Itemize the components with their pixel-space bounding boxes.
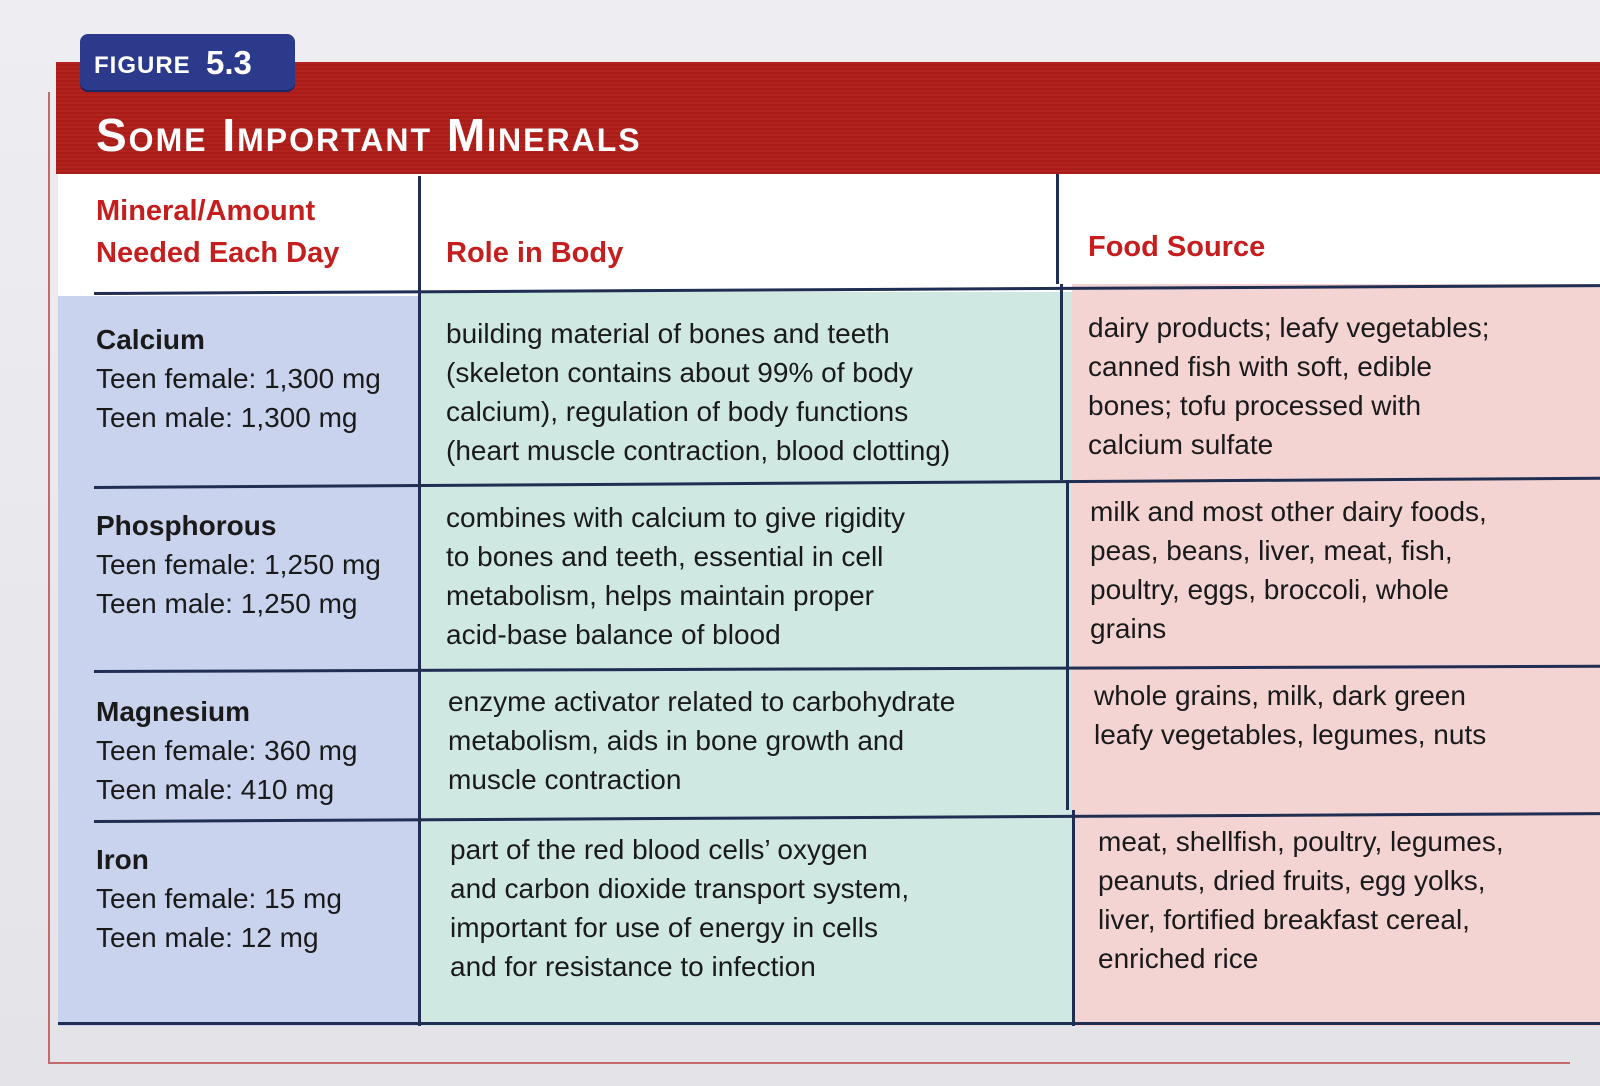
header-role: Role in Body xyxy=(446,237,624,269)
role-line: to bones and teeth, essential in cell xyxy=(446,541,884,572)
role-line: part of the red blood cells’ oxygen xyxy=(450,834,868,865)
column-divider-2c xyxy=(1066,480,1069,810)
mineral-name: Calcium xyxy=(96,324,205,355)
role-line: metabolism, helps maintain proper xyxy=(446,580,874,611)
female-amount: Teen female: 15 mg xyxy=(96,883,342,914)
male-amount: Teen male: 1,300 mg xyxy=(96,402,358,433)
food-line: peanuts, dried fruits, egg yolks, xyxy=(1098,865,1486,896)
food-line: poultry, eggs, broccoli, whole xyxy=(1090,574,1449,605)
role-line: (skeleton contains about 99% of body xyxy=(446,357,913,388)
role-line: (heart muscle contraction, blood clotting) xyxy=(446,435,951,466)
food-cell-iron xyxy=(1098,822,1504,978)
food-cell-magnesium xyxy=(1094,676,1486,754)
column-divider-2 xyxy=(1056,174,1059,284)
role-line: combines with calcium to give rigidity xyxy=(446,502,906,533)
figure-number: 5.3 xyxy=(206,44,252,81)
role-line: building material of bones and teeth xyxy=(446,318,890,349)
mineral-name: Phosphorous xyxy=(96,510,277,541)
figure-word: FIGURE xyxy=(94,52,191,79)
role-line: important for use of energy in cells xyxy=(450,912,878,943)
role-line: muscle contraction xyxy=(448,764,682,795)
column-divider-2d xyxy=(1072,810,1075,1026)
food-cell-phosphorous xyxy=(1090,492,1487,648)
food-line: meat, shellfish, poultry, legumes, xyxy=(1098,826,1504,857)
mineral-cell-iron xyxy=(96,840,342,957)
role-line: and carbon dioxide transport system, xyxy=(450,873,910,904)
role-line: enzyme activator related to carbohydrate xyxy=(448,686,956,717)
food-line: enriched rice xyxy=(1098,943,1259,974)
food-line: grains xyxy=(1090,613,1167,644)
role-line: acid-base balance of blood xyxy=(446,619,781,650)
food-line: dairy products; leafy vegetables; xyxy=(1088,312,1490,343)
food-cell-calcium xyxy=(1088,308,1490,464)
mineral-cell-magnesium xyxy=(96,692,358,809)
food-line: whole grains, milk, dark green xyxy=(1094,680,1466,711)
mineral-name: Magnesium xyxy=(96,696,251,727)
mineral-cell-phosphorous xyxy=(96,506,381,623)
role-cell-calcium xyxy=(446,314,950,470)
female-amount: Teen female: 1,300 mg xyxy=(96,363,381,394)
food-line: canned fish with soft, edible xyxy=(1088,351,1432,382)
female-amount: Teen female: 1,250 mg xyxy=(96,549,381,580)
figure-label-tab xyxy=(80,34,295,90)
food-line: liver, fortified breakfast cereal, xyxy=(1098,904,1470,935)
header-mineral-line2: Needed Each Day xyxy=(96,237,340,269)
header-mineral-line1: Mineral/Amount xyxy=(96,195,316,227)
food-line: calcium sulfate xyxy=(1088,429,1274,460)
figure-title: Some Important Minerals xyxy=(96,109,642,161)
role-cell-magnesium xyxy=(448,682,955,799)
food-line: leafy vegetables, legumes, nuts xyxy=(1094,719,1487,750)
male-amount: Teen male: 12 mg xyxy=(96,922,319,953)
food-line: milk and most other dairy foods, xyxy=(1090,496,1487,527)
role-cell-phosphorous xyxy=(446,498,905,654)
mineral-cell-calcium xyxy=(96,320,381,437)
role-line: metabolism, aids in bone growth and xyxy=(448,725,905,756)
column-divider-2b xyxy=(1060,284,1063,480)
column-divider-1 xyxy=(418,176,421,1026)
header-food: Food Source xyxy=(1088,231,1266,263)
role-line: calcium), regulation of body functions xyxy=(446,396,909,427)
male-amount: Teen male: 410 mg xyxy=(96,774,335,805)
mineral-name: Iron xyxy=(96,844,149,875)
role-line: and for resistance to infection xyxy=(450,951,816,982)
food-line: peas, beans, liver, meat, fish, xyxy=(1090,535,1453,566)
role-cell-iron xyxy=(450,830,909,986)
table-bottom xyxy=(58,1022,1600,1025)
header-mineral-amount xyxy=(96,190,339,274)
female-amount: Teen female: 360 mg xyxy=(96,735,358,766)
male-amount: Teen male: 1,250 mg xyxy=(96,588,358,619)
food-line: bones; tofu processed with xyxy=(1088,390,1422,421)
